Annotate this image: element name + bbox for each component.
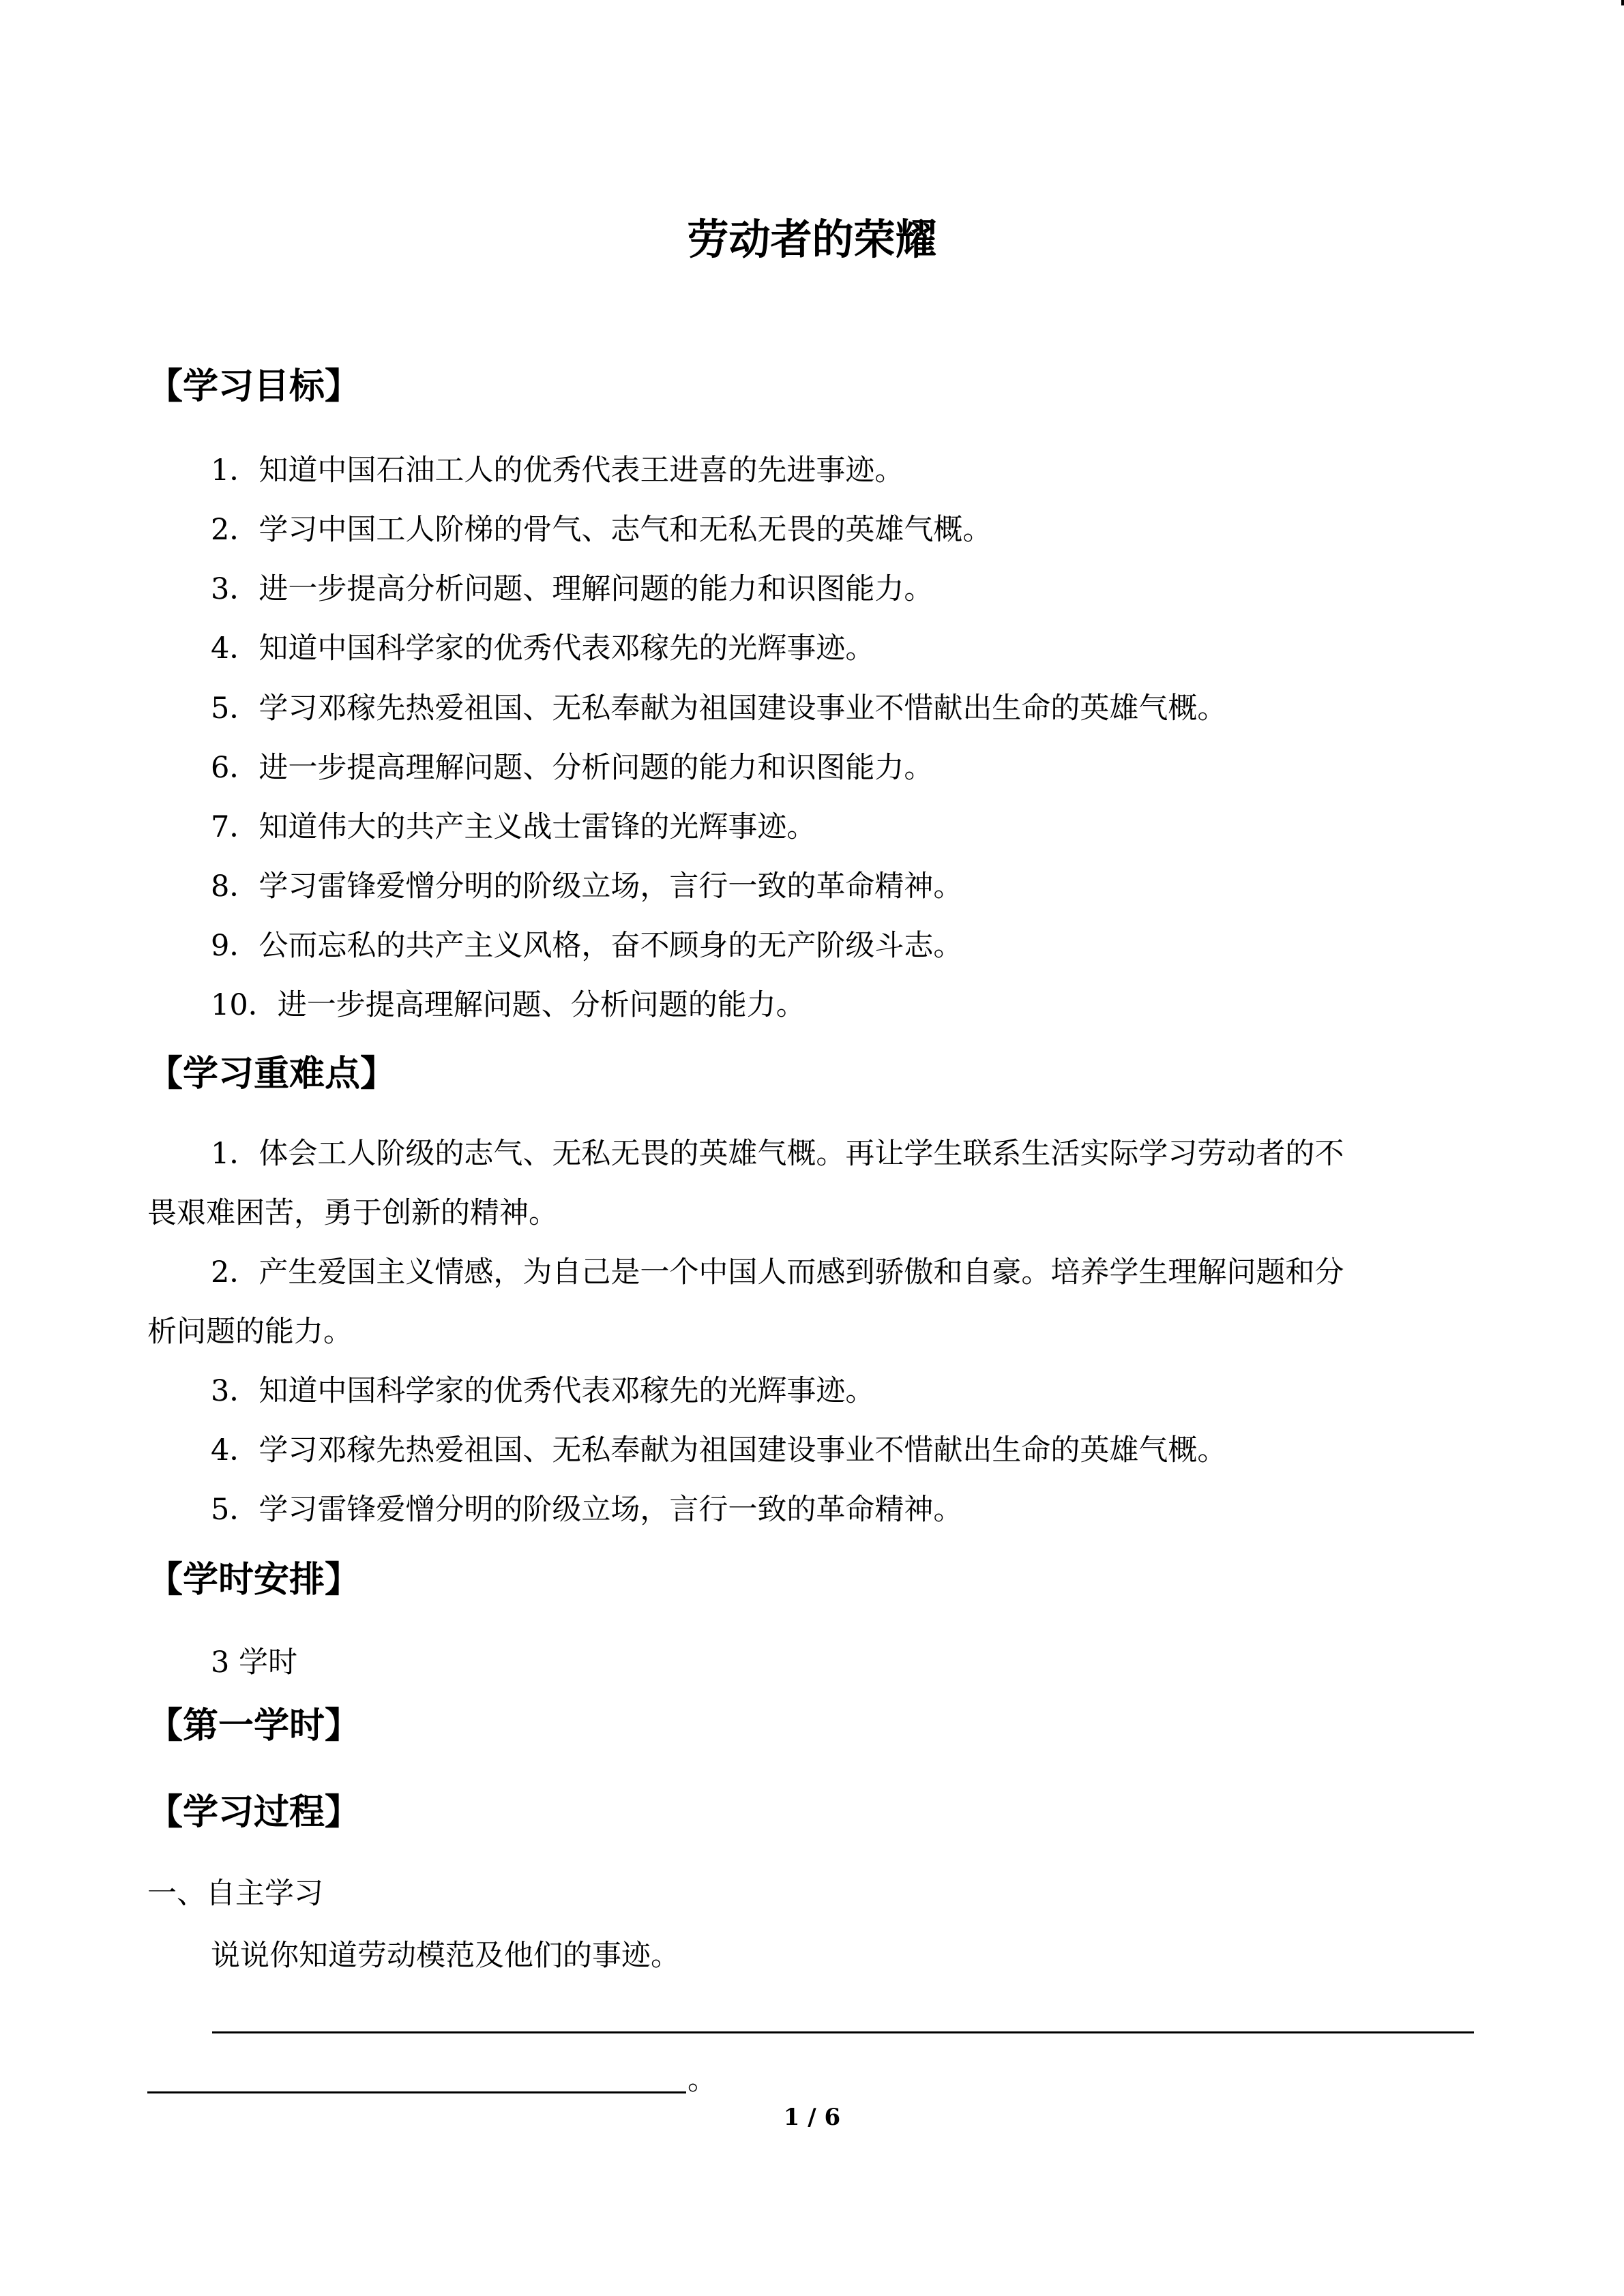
document-title: 劳动者的荣耀 bbox=[687, 215, 937, 264]
objective-item: 6．进一步提高理解问题、分析问题的能力和识图能力。 bbox=[211, 751, 934, 785]
objective-item: 5．学习邓稼先热爱祖国、无私奉献为祖国建设事业不惜献出生命的英雄气概。 bbox=[211, 691, 1227, 726]
objective-item: 4．知道中国科学家的优秀代表邓稼先的光辉事迹。 bbox=[211, 631, 875, 666]
key-point-item-continued: 畏艰难困苦，勇于创新的精神。 bbox=[147, 1196, 558, 1230]
page-corner-mark bbox=[1621, 0, 1624, 5]
objective-item: 9．公而忘私的共产主义风格，奋不顾身的无产阶级斗志。 bbox=[211, 929, 963, 963]
answer-line bbox=[147, 2091, 686, 2093]
key-point-item: 1．体会工人阶级的志气、无私无畏的英雄气概。再让学生联系生活实际学习劳动者的不 bbox=[211, 1137, 1344, 1171]
self-study-prompt: 说说你知道劳动模范及他们的事迹。 bbox=[211, 1939, 680, 1973]
answer-line-end-mark: 。 bbox=[688, 2063, 717, 2097]
answer-line bbox=[212, 2031, 1474, 2033]
page-number: 1 / 6 bbox=[783, 2104, 841, 2131]
key-point-item-continued: 析问题的能力。 bbox=[147, 1315, 353, 1349]
objective-item: 10．进一步提高理解问题、分析问题的能力。 bbox=[211, 988, 806, 1022]
heading-first-period: 【第一学时】 bbox=[147, 1705, 361, 1746]
key-point-item: 4．学习邓稼先热爱祖国、无私奉献为祖国建设事业不惜献出生命的英雄气概。 bbox=[211, 1433, 1227, 1467]
heading-key-points: 【学习重难点】 bbox=[147, 1054, 396, 1094]
heading-learning-process: 【学习过程】 bbox=[147, 1792, 361, 1833]
objective-item: 3．进一步提高分析问题、理解问题的能力和识图能力。 bbox=[211, 572, 934, 606]
objective-item: 7．知道伟大的共产主义战士雷锋的光辉事迹。 bbox=[211, 810, 816, 844]
key-point-item: 2．产生爱国主义情感，为自己是一个中国人而感到骄傲和自豪。培养学生理解问题和分 bbox=[211, 1255, 1344, 1289]
schedule-text: 3 学时 bbox=[211, 1645, 298, 1680]
heading-learning-objectives: 【学习目标】 bbox=[147, 366, 361, 407]
objective-item: 1．知道中国石油工人的优秀代表王进喜的先进事迹。 bbox=[211, 453, 904, 488]
key-point-item: 5．学习雷锋爱憎分明的阶级立场，言行一致的革命精神。 bbox=[211, 1493, 963, 1527]
objective-item: 2．学习中国工人阶梯的骨气、志气和无私无畏的英雄气概。 bbox=[211, 513, 992, 547]
heading-schedule: 【学时安排】 bbox=[147, 1560, 361, 1600]
objective-item: 8．学习雷锋爱憎分明的阶级立场，言行一致的革命精神。 bbox=[211, 869, 963, 904]
key-point-item: 3．知道中国科学家的优秀代表邓稼先的光辉事迹。 bbox=[211, 1374, 875, 1408]
section-self-study: 一、自主学习 bbox=[147, 1877, 323, 1911]
